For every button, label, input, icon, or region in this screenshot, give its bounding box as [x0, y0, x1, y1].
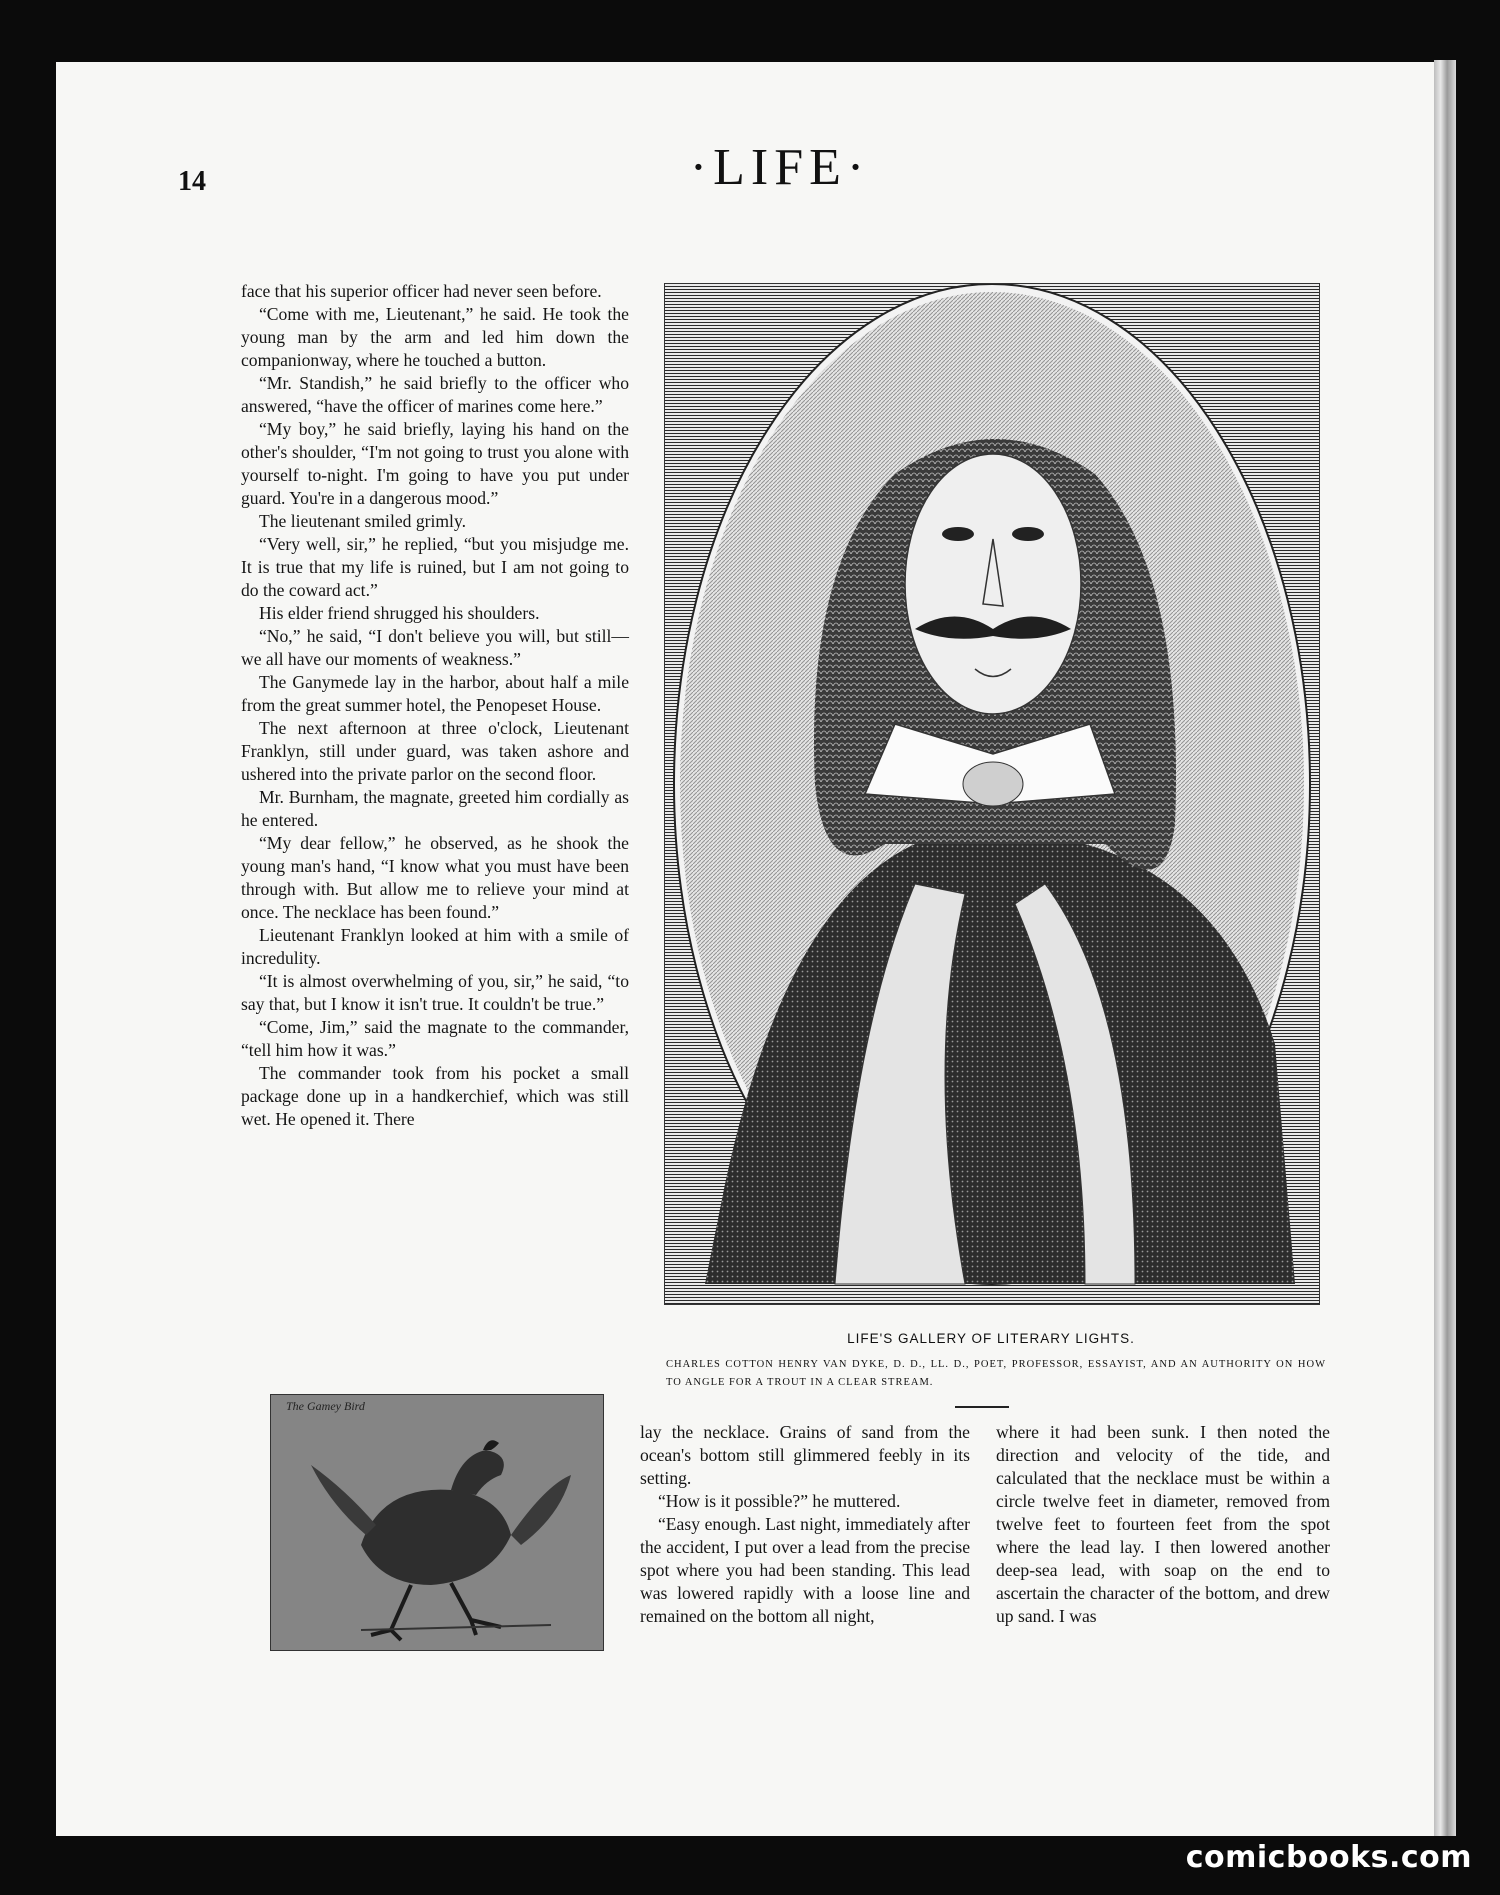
paragraph: The commander took from his pocket a small package done up in a handkerchief, which was still wet. He opened it. There [241, 1063, 629, 1129]
cartoon-title: The Gamey Bird [286, 1399, 365, 1413]
paragraph: Mr. Burnham, the magnate, greeted him cordially as he entered. [241, 787, 629, 830]
caption-title: LIFE'S GALLERY OF LITERARY LIGHTS. [847, 1331, 1135, 1346]
text-column-middle [640, 1421, 970, 1628]
paragraph: “My boy,” he said briefly, laying his hand on the other's shoulder, “I'm not going to trust you alone with yourself to-night. I'm going to have you put under guard. You're in a dangerous mood.” [241, 419, 629, 508]
caption-divider [955, 1406, 1009, 1408]
paragraph: The lieutenant smiled grimly. [259, 511, 467, 531]
paragraph: His elder friend shrugged his shoulders. [259, 603, 540, 623]
paragraph: The next afternoon at three o'clock, Lieutenant Franklyn, still under guard, was taken ashore and ushered into the private parlor on the second floor. [241, 718, 629, 784]
paragraph: “Very well, sir,” he replied, “but you misjudge me. It is true that my life is ruined, but I am not going to do the coward act.” [241, 534, 629, 600]
paragraph: “Come, Jim,” said the magnate to the commander, “tell him how it was.” [241, 1017, 629, 1060]
text-column-right [996, 1421, 1330, 1628]
portrait-illustration [665, 284, 1319, 1304]
paragraph: Lieutenant Franklyn looked at him with a smile of incredulity. [241, 925, 629, 968]
paragraph: lay the necklace. Grains of sand from the ocean's bottom still glimmered feebly in its setting. [640, 1422, 970, 1488]
paragraph: “No,” he said, “I don't believe you will, but still—we all have our moments of weakness.” [241, 626, 629, 669]
rooster-cartoon [270, 1394, 604, 1651]
rooster-illustration [271, 1395, 603, 1650]
paragraph: “Easy enough. Last night, immediately after the accident, I put over a lead from the precise spot where you had been standing. This lead was lowered rapidly with a loose line and remained on the bottom all night, [640, 1514, 970, 1626]
text-column-left [241, 280, 629, 1131]
paragraph: “Come with me, Lieutenant,” he said. He took the young man by the arm and led him down the companionway, where he touched a button. [241, 304, 629, 370]
paragraph: “Mr. Standish,” he said briefly to the officer who answered, “have the officer of marines come here.” [241, 373, 629, 416]
watermark: comicbooks.com [1185, 1840, 1472, 1875]
paragraph: where it had been sunk. I then noted the direction and velocity of the tide, and calculated that the necklace must be within a circle twelve feet in diameter, removed from twelve feet to fourteen feet from the spot where the lead lay. I then lowered another deep-sea lead, with soap on the end to ascertain the character of the bottom, and drew up sand. I was [996, 1422, 1330, 1626]
paragraph: The Ganymede lay in the harbor, about half a mile from the great summer hotel, the Penopeset House. [241, 672, 629, 715]
paragraph: “It is almost overwhelming of you, sir,” he said, “to say that, but I know it isn't true. It couldn't be true.” [241, 971, 629, 1014]
page-number: 14 [178, 166, 206, 197]
paragraph: face that his superior officer had never seen before. [241, 281, 602, 301]
page-edge [1434, 60, 1456, 1836]
paragraph: “How is it possible?” he muttered. [658, 1491, 901, 1511]
masthead-title: ·LIFE· [689, 139, 871, 196]
paragraph: “My dear fellow,” he observed, as he shook the young man's hand, “I know what you must have been through with. But allow me to relieve your mind at once. The necklace has been found.” [241, 833, 629, 922]
caption-subtitle: CHARLES COTTON HENRY VAN DYKE, D. D., LL. D., POET, PROFESSOR, ESSAYIST, AND AN AUTHORITY ON HOW TO ANGLE FOR A TROUT IN A CLEAR STREAM. [666, 1359, 1326, 1388]
portrait-engraving [664, 283, 1320, 1305]
